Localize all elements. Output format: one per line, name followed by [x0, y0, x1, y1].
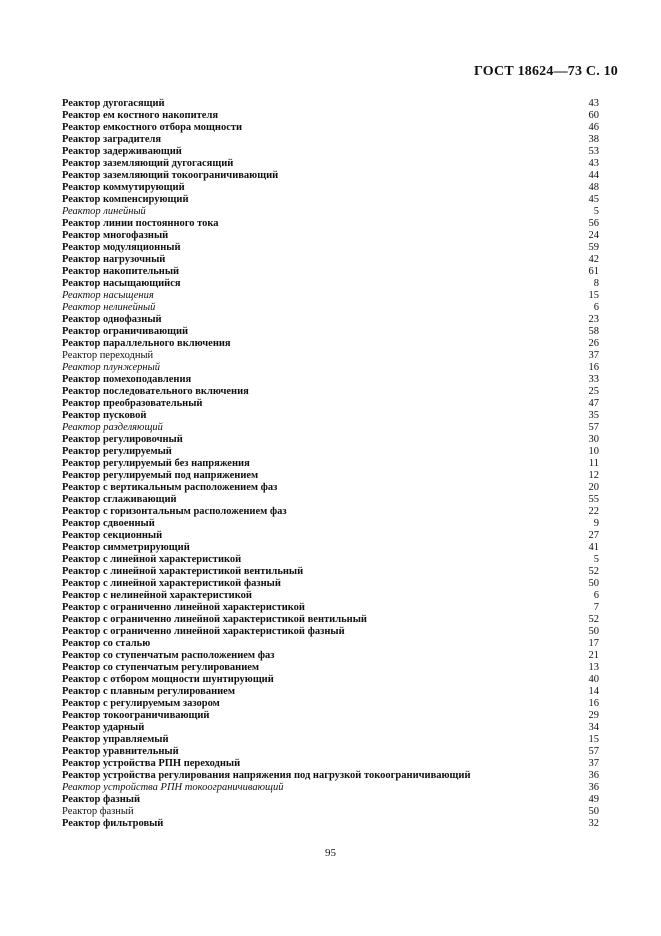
index-term: Реактор с отбором мощности шунтирующий	[62, 674, 274, 685]
document-header: ГОСТ 18624—73 С. 10	[474, 64, 618, 79]
index-term: Реактор со ступенчатым расположением фаз	[62, 650, 275, 661]
index-entry	[62, 326, 599, 338]
index-page-ref: 10	[588, 446, 599, 457]
index-entry	[62, 506, 599, 518]
index-term: Реактор устройства РПН переходный	[62, 758, 241, 769]
index-entry	[62, 278, 599, 290]
index-entry	[62, 722, 599, 734]
index-term: Реактор пусковой	[62, 410, 147, 421]
index-term: Реактор с линейной характеристикой фазный	[62, 578, 281, 589]
index-entry	[62, 698, 599, 710]
index-entry	[62, 386, 599, 398]
index-entry	[62, 626, 599, 638]
index-entry	[62, 134, 599, 146]
index-page-ref: 50	[588, 578, 599, 589]
index-entry	[62, 614, 599, 626]
index-term: Реактор фильтровый	[62, 818, 164, 829]
index-term: Реактор нагрузочный	[62, 254, 166, 265]
index-term: Реактор фазный	[62, 806, 134, 817]
index-entry	[62, 590, 599, 602]
index-term: Реактор с ограниченно линейной характеристикой	[62, 602, 305, 613]
index-entry	[62, 662, 599, 674]
index-term: Реактор со ступенчатым регулированием	[62, 662, 260, 673]
index-page-ref: 14	[588, 686, 599, 697]
index-entry	[62, 758, 599, 770]
index-entry	[62, 602, 599, 614]
index-term: Реактор с вертикальным расположением фаз	[62, 482, 278, 493]
index-page-ref: 37	[588, 350, 599, 361]
index-page-ref: 20	[588, 482, 599, 493]
index-entry	[62, 566, 599, 578]
index-page-ref: 59	[588, 242, 599, 253]
index-term: Реактор компенсирующий	[62, 194, 189, 205]
index-entry	[62, 230, 599, 242]
index-term: Реактор с ограниченно линейной характеристикой фазный	[62, 626, 345, 637]
index-term: Реактор с плавным регулированием	[62, 686, 235, 697]
index-page-ref: 29	[588, 710, 599, 721]
index-term: Реактор фазный	[62, 794, 141, 805]
index-page-ref: 25	[588, 386, 599, 397]
index-page-ref: 33	[588, 374, 599, 385]
index-entry	[62, 578, 599, 590]
index-term: Реактор однофазный	[62, 314, 162, 325]
index-page-ref: 9	[593, 518, 599, 529]
index-term: Реактор со сталью	[62, 638, 151, 649]
index-entry	[62, 398, 599, 410]
index-term: Реактор управляемый	[62, 734, 169, 745]
index-term: Реактор сдвоенный	[62, 518, 155, 529]
index-page-ref: 12	[588, 470, 599, 481]
index-entry	[62, 266, 599, 278]
index-entry	[62, 410, 599, 422]
index-page-ref: 23	[588, 314, 599, 325]
index-term: Реактор устройства регулирования напряжения под нагрузкой токоограничивающий	[62, 770, 471, 781]
index-page-ref: 37	[588, 758, 599, 769]
index-term: Реактор параллельного включения	[62, 338, 231, 349]
index-page-ref: 47	[588, 398, 599, 409]
index-page-ref: 24	[588, 230, 599, 241]
index-page-ref: 56	[588, 218, 599, 229]
index-term: Реактор плунжерный	[62, 362, 160, 373]
index-entry	[62, 734, 599, 746]
index-entry	[62, 554, 599, 566]
index-term: Реактор регулируемый	[62, 446, 172, 457]
index-page-ref: 6	[593, 302, 599, 313]
index-entry	[62, 194, 599, 206]
index-term: Реактор с ограниченно линейной характеристикой вентильный	[62, 614, 367, 625]
index-entry	[62, 218, 599, 230]
page-number: 95	[325, 847, 336, 859]
index-entry	[62, 242, 599, 254]
index-entry	[62, 530, 599, 542]
index-term: Реактор модуляционный	[62, 242, 181, 253]
index-entry	[62, 158, 599, 170]
index-page-ref: 52	[588, 566, 599, 577]
index-term: Реактор емкостного отбора мощности	[62, 122, 243, 133]
index-entry	[62, 458, 599, 470]
index-term: Реактор преобразовательный	[62, 398, 203, 409]
index-page-ref: 8	[593, 278, 599, 289]
index-term: Реактор секционный	[62, 530, 163, 541]
index-page-ref: 34	[588, 722, 599, 733]
index-page-ref: 60	[588, 110, 599, 121]
index-page-ref: 43	[588, 158, 599, 169]
index-entry	[62, 686, 599, 698]
index-entry	[62, 350, 599, 362]
index-entry	[62, 314, 599, 326]
index-term: Реактор линии постоянного тока	[62, 218, 219, 229]
index-entry	[62, 170, 599, 182]
index-page-ref: 40	[588, 674, 599, 685]
index-entry	[62, 818, 599, 830]
index-term: Реактор заземляющий дугогасящий	[62, 158, 234, 169]
index-entry	[62, 650, 599, 662]
index-term: Реактор с нелинейной характеристикой	[62, 590, 252, 601]
index-term: Реактор нелинейный	[62, 302, 156, 313]
index-term: Реактор линейный	[62, 206, 146, 217]
index-page-ref: 36	[588, 782, 599, 793]
index-entry	[62, 290, 599, 302]
index-page-ref: 21	[588, 650, 599, 661]
index-page-ref: 15	[588, 290, 599, 301]
index-page-ref: 58	[588, 326, 599, 337]
index-entry	[62, 98, 599, 110]
index-term: Реактор симметрирующий	[62, 542, 190, 553]
index-term: Реактор ем костного накопителя	[62, 110, 219, 121]
index-page-ref: 5	[593, 206, 599, 217]
index-term: Реактор многофазный	[62, 230, 169, 241]
index-entry	[62, 254, 599, 266]
index-page-ref: 43	[588, 98, 599, 109]
index-entry	[62, 374, 599, 386]
index-entry	[62, 482, 599, 494]
index-entry	[62, 746, 599, 758]
index-entry	[62, 770, 599, 782]
index-page-ref: 42	[588, 254, 599, 265]
index-page-ref: 50	[588, 806, 599, 817]
index-page-ref: 53	[588, 146, 599, 157]
index-page-ref: 41	[588, 542, 599, 553]
index-term: Реактор последовательного включения	[62, 386, 249, 397]
index-page-ref: 45	[588, 194, 599, 205]
index-page-ref: 36	[588, 770, 599, 781]
index-entry	[62, 542, 599, 554]
index-term: Реактор ударный	[62, 722, 145, 733]
index-page-ref: 32	[588, 818, 599, 829]
index-page-ref: 46	[588, 122, 599, 133]
index-entry	[62, 434, 599, 446]
index-term: Реактор дугогасящий	[62, 98, 165, 109]
index-page-ref: 44	[588, 170, 599, 181]
index-entry	[62, 206, 599, 218]
index-term: Реактор задерживающий	[62, 146, 182, 157]
index-entry	[62, 362, 599, 374]
index-term: Реактор с горизонтальным расположением фаз	[62, 506, 287, 517]
index-page-ref: 15	[588, 734, 599, 745]
index-page-ref: 38	[588, 134, 599, 145]
index-term: Реактор заградителя	[62, 134, 162, 145]
index-term: Реактор с линейной характеристикой вентильный	[62, 566, 304, 577]
index-page-ref: 55	[588, 494, 599, 505]
index-entry	[62, 494, 599, 506]
index-term: Реактор уравнительный	[62, 746, 179, 757]
index-page-ref: 16	[588, 698, 599, 709]
index-page-ref: 17	[588, 638, 599, 649]
index-term: Реактор насыщающийся	[62, 278, 181, 289]
index-term: Реактор сглаживающий	[62, 494, 177, 505]
index-term: Реактор разделяющий	[62, 422, 163, 433]
index-page-ref: 49	[588, 794, 599, 805]
index-entry	[62, 110, 599, 122]
index-entry	[62, 122, 599, 134]
index-term: Реактор устройства РПН токоограничивающий	[62, 782, 284, 793]
index-term: Реактор накопительный	[62, 266, 180, 277]
index-entry	[62, 674, 599, 686]
index-entry	[62, 794, 599, 806]
index-page-ref: 61	[588, 266, 599, 277]
index-page-ref: 6	[593, 590, 599, 601]
index-page-ref: 11	[588, 458, 599, 469]
index-term: Реактор ограничивающий	[62, 326, 189, 337]
index-term: Реактор с линейной характеристикой	[62, 554, 242, 565]
index-page-ref: 16	[588, 362, 599, 373]
index-page-ref: 30	[588, 434, 599, 445]
index-term: Реактор регулируемый без напряжения	[62, 458, 250, 469]
index-entry	[62, 518, 599, 530]
index-term: Реактор помехоподавления	[62, 374, 192, 385]
index-term: Реактор регулируемый под напряжением	[62, 470, 259, 481]
index-entry	[62, 806, 599, 818]
index-page-ref: 7	[593, 602, 599, 613]
index-term: Реактор заземляющий токоограничивающий	[62, 170, 279, 181]
index-page-ref: 13	[588, 662, 599, 673]
index-term: Реактор переходный	[62, 350, 154, 361]
index-entry	[62, 422, 599, 434]
index-page-ref: 57	[588, 746, 599, 757]
index-term: Реактор насыщения	[62, 290, 154, 301]
index-entry	[62, 302, 599, 314]
index-page-ref: 27	[588, 530, 599, 541]
index-term: Реактор коммутирующий	[62, 182, 185, 193]
index-entry	[62, 338, 599, 350]
index-page-ref: 35	[588, 410, 599, 421]
index-entry	[62, 470, 599, 482]
index-page-ref: 48	[588, 182, 599, 193]
index-term: Реактор регулировочный	[62, 434, 183, 445]
term-index-list	[62, 98, 599, 830]
index-page-ref: 22	[588, 506, 599, 517]
index-entry	[62, 638, 599, 650]
index-page-ref: 26	[588, 338, 599, 349]
index-page-ref: 50	[588, 626, 599, 637]
index-page-ref: 52	[588, 614, 599, 625]
index-page-ref: 5	[593, 554, 599, 565]
index-entry	[62, 446, 599, 458]
index-term: Реактор токоограничивающий	[62, 710, 210, 721]
index-term: Реактор с регулируемым зазором	[62, 698, 220, 709]
index-entry	[62, 182, 599, 194]
index-entry	[62, 146, 599, 158]
index-entry	[62, 710, 599, 722]
index-entry	[62, 782, 599, 794]
index-page-ref: 57	[588, 422, 599, 433]
